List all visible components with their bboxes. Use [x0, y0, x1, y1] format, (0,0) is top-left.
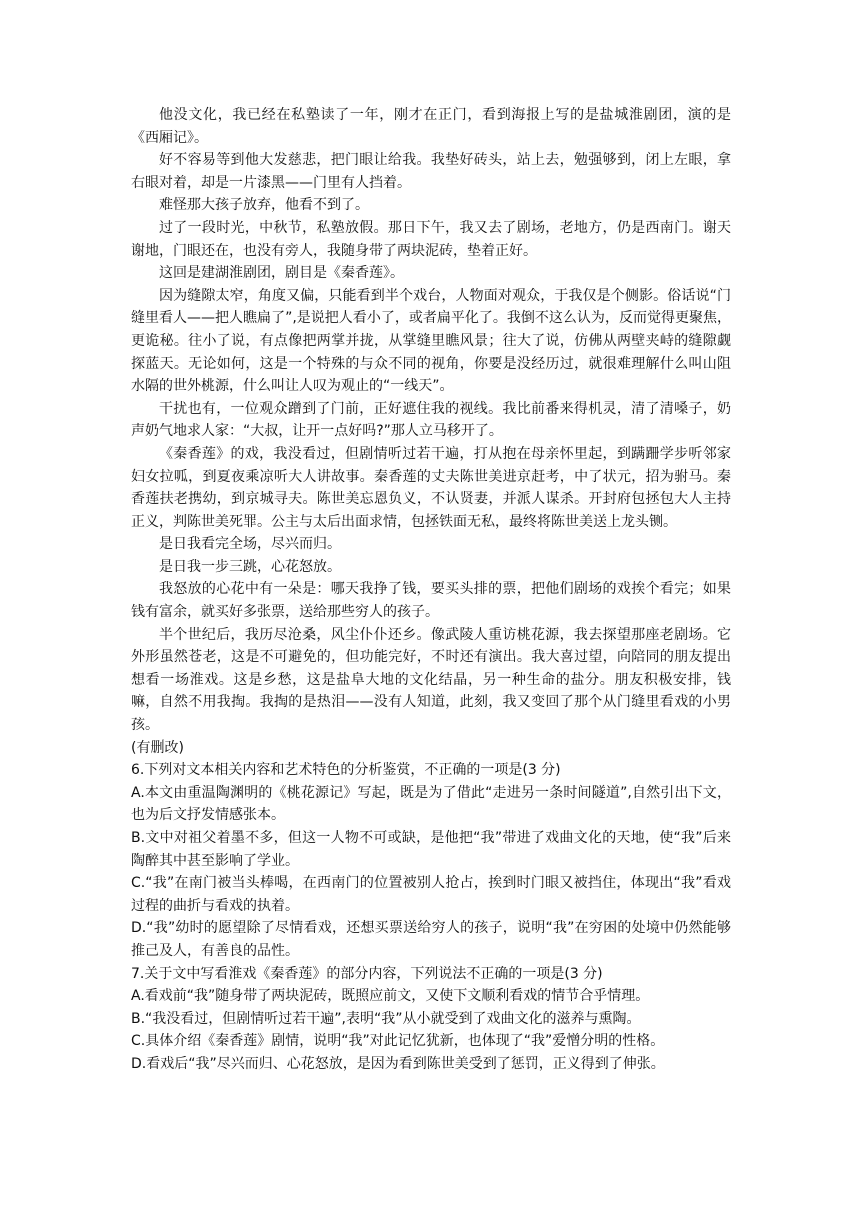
question-6-option-d: D.“我”幼时的愿望除了尽情看戏，还想买票送给穷人的孩子，说明“我”在穷困的处境中仍然能够推己及人，有善良的品性。 — [131, 920, 731, 959]
question-6-option-b: B.文中对祖父着墨不多，但这一人物不可或缺，是他把“我”带进了戏曲文化的天地，使“我”后来陶醉其中甚至影响了学业。 — [131, 830, 731, 869]
passage-paragraph: 干扰也有，一位观众蹭到了门前，正好遮住我的视线。我比前番来得机灵，清了清嗓子，奶声奶气地求人家：“大叔，让开一点好吗?”那人立马移开了。 — [131, 400, 731, 440]
passage-paragraph: 难怪那大孩子放弃，他看不到了。 — [159, 197, 369, 214]
passage-paragraph: 好不容易等到他大发慈悲，把门眼让给我。我垫好砖头，站上去，勉强够到，闭上左眼，拿右眼对着，却是一片漆黑——门里有人挡着。 — [131, 152, 731, 191]
question-6-option-c: C.“我”在南门被当头棒喝，在西南门的位置被别人抢占，挨到时门眼又被挡住，体现出“我”看戏过程的曲折与看戏的执着。 — [131, 875, 731, 914]
passage-paragraph: 他没文化，我已经在私塾读了一年，刚才在正门，看到海报上写的是盐城淮剧团，演的是《西厢记》。 — [131, 107, 731, 146]
passage-paragraph: 半个世纪后，我历尽沧桑，风尘仆仆还乡。像武陵人重访桃花源，我去探望那座老剧场。它外形虽然苍老，这是不可避免的，但功能完好，不时还有演出。我大喜过望，向陪同的朋友提出想看一场淮戏。这是乡愁，这是盐阜大地的文化结晶，另一种生命的盐分。朋友积极安排，钱嘛，自然不用我掏。我掏的是热泪——没有人知道，此刻，我又变回了那个从门缝里看戏的小男孩。 — [131, 626, 731, 734]
passage-paragraph: 这回是建湖淮剧团，剧目是《秦香莲》。 — [159, 265, 404, 282]
question-6-option-a: A.本文由重温陶渊明的《桃花源记》写起，既是为了借此“走进另一条时间隧道”,自然引出下文，也为后文抒发情感张本。 — [131, 784, 731, 824]
question-7-option-d: D.看戏后“我”尽兴而归、心花怒放，是因为看到陈世美受到了惩罚，正义得到了伸张。 — [131, 1055, 665, 1072]
passage-paragraph: 是日我看完全场，尽兴而归。 — [159, 536, 341, 553]
passage-paragraph: 因为缝隙太窄，角度又偏，只能看到半个戏台，人物面对观众，于我仅是个侧影。俗话说“门缝里看人——把人瞧扁了”,是说把人看小了，或者扁平化了。我倒不这么认为，反而觉得更聚焦，更诡秘。往小了说，有点像把两掌并拢，从掌缝里瞧风景；往大了说，仿佛从两壁夹峙的缝隙觑探蓝天。无论如何，这是一个特殊的与众不同的视角，你要是没经历过，就很难理解什么叫山阻水隔的世外桃源，什么叫让人叹为观止的“一线天”。 — [131, 287, 731, 395]
question-6-stem: 6.下列对文本相关内容和艺术特色的分析鉴赏，不正确的一项是(3 分) — [131, 762, 561, 779]
question-7-option-a: A.看戏前“我”随身带了两块泥砖，既照应前文，又使下文顺利看戏的情节合乎情理。 — [131, 988, 650, 1005]
question-7-option-b: B.“我没看过，但剧情听过若干遍”,表明“我”从小就受到了戏曲文化的滋养与熏陶。 — [131, 1010, 641, 1027]
passage-paragraph: 过了一段时光，中秋节，私塾放假。那日下午，我又去了剧场，老地方，仍是西南门。谢天谢地，门眼还在，也没有旁人，我随身带了两块泥砖，垫着正好。 — [131, 219, 731, 259]
question-7-option-c: C.具体介绍《秦香莲》剧情，说明“我”对此记忆犹新，也体现了“我”爱憎分明的性格。 — [131, 1033, 665, 1050]
document-body — [131, 104, 731, 1076]
abridged-note: (有删改) — [131, 739, 184, 756]
passage-paragraph: 我怒放的心花中有一朵是：哪天我挣了钱，要买头排的票，把他们剧场的戏挨个看完；如果钱有富余，就买好多张票，送给那些穷人的孩子。 — [131, 581, 731, 621]
passage-paragraph: 是日我一步三跳，心花怒放。 — [159, 558, 341, 575]
question-7-stem: 7.关于文中写看淮戏《秦香莲》的部分内容，下列说法不正确的一项是(3 分) — [131, 965, 603, 982]
passage-paragraph: 《秦香莲》的戏，我没看过，但剧情听过若干遍，打从抱在母亲怀里起，到蹒跚学步听邻家妇女拉呱，到夏夜乘凉听大人讲故事。秦香莲的丈夫陈世美进京赶考，中了状元，招为驸马。秦香莲扶老携幼，到京城寻夫。陈世美忘恩负义，不认贤妻，并派人谋杀。开封府包拯包大人主持正义，判陈世美死罪。公主与太后出面求情，包拯铁面无私，最终将陈世美送上龙头铡。 — [131, 445, 731, 530]
